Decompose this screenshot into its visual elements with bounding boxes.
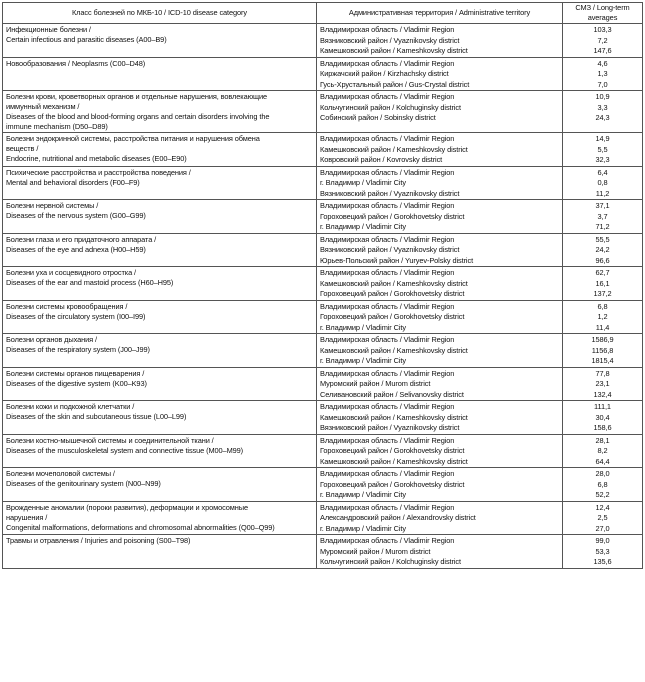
average-value-cell [563,24,643,58]
header-territory: Административная территория / Administrative territory [317,3,563,24]
category-line: Инфекционные болезни / [6,25,91,34]
category-line: Diseases of the blood and blood-forming organs and certain disorders involving the [6,112,270,121]
territory-name: Киржачский район / Kirzhachsky district [320,69,449,78]
average-value: 0,8 [597,178,608,187]
territory-name: Муромский район / Murom district [320,546,431,556]
average-value: 30,4 [595,412,610,422]
territory-name: Вязниковский район / Vyaznikovsky district [320,188,460,198]
average-value: 1586,9 [591,335,614,344]
header-averages: СМЗ / Long-term averages [563,3,643,24]
average-value: 62,7 [595,268,610,277]
territory-cell [317,300,563,334]
average-value: 5,5 [597,144,608,154]
category-line: Травмы и отравления / Injuries and poisoning (S00–T98) [6,536,191,545]
average-value: 7,0 [597,79,608,89]
table-row [3,57,643,91]
category-line: Diseases of the nervous system (G00–G99) [6,211,146,220]
average-value-cell [563,57,643,91]
average-value: 77,8 [595,368,610,378]
average-value-cell [563,300,643,334]
territory-name: Владимирская область / Vladimir Region [320,435,455,445]
territory-name: Владимирская область / Vladimir Region [320,301,455,311]
average-value-cell [563,334,643,368]
territory-cell [317,233,563,267]
category-line: Болезни уха и сосцевидного отростка / [6,268,137,277]
category-line: Новообразования / Neoplasms (C00–D48) [6,58,146,68]
category-line: Certain infectious and parasitic diseases (A00–B9) [6,35,167,44]
table-row [3,267,643,301]
category-line: Diseases of the skin and subcutaneous tissue (L00–L99) [6,412,187,421]
average-value: 64,4 [595,456,610,466]
average-value-cell [563,91,643,133]
average-value: 55,5 [595,234,610,244]
category-line: immune mechanism (D50–D89) [6,122,108,131]
category-line: Болезни крови, кроветворных органов и отдельные нарушения, вовлекающие [6,92,268,101]
territory-cell [317,434,563,468]
average-value: 71,2 [595,222,610,231]
category-line: Diseases of the genitourinary system (N00–N99) [6,479,161,488]
territory-name: Камешковский район / Kameshkovsky district [320,46,468,55]
average-value-cell [563,166,643,200]
average-value: 53,3 [595,546,610,556]
category-line: нарушения / [6,512,48,522]
disease-category-cell [3,501,317,535]
average-value-cell [563,468,643,502]
average-value: 132,4 [593,389,612,399]
disease-category-cell [3,300,317,334]
table-row [3,133,643,167]
category-line: Болезни системы кровообращения / [6,301,128,311]
territory-name: Владимирская область / Vladimir Region [320,92,455,101]
average-value: 24,3 [595,113,610,122]
table-row [3,535,643,569]
disease-category-cell [3,133,317,167]
table-row [3,166,643,200]
category-line: Болезни костно-мышечной системы и соединительной ткани / [6,435,214,445]
territory-name: Вязниковский район / Vyaznikovsky district [320,245,460,254]
average-value-cell [563,267,643,301]
category-line: Mental and behavioral disorders (F00–F9) [6,177,140,187]
territory-name: Кольчугинский район / Kolchuginsky district [320,557,461,566]
territory-name: Юрьев-Польский район / Yuryev-Polsky district [320,255,474,265]
category-line: Болезни глаза и его придаточного аппарата / [6,234,157,244]
average-value: 11,2 [595,188,610,198]
average-value-cell [563,233,643,267]
territory-cell [317,535,563,569]
territory-cell [317,91,563,133]
territory-name: г. Владимир / Vladimir City [320,356,406,365]
territory-name: Гороховецкий район / Gorokhovetsky district [320,289,465,298]
average-value: 11,4 [595,322,610,332]
territory-cell [317,166,563,200]
average-value: 1,2 [597,312,608,321]
average-value: 8,2 [597,446,608,455]
territory-name: г. Владимир / Vladimir City [320,322,406,332]
average-value: 96,6 [595,255,610,265]
table-row [3,434,643,468]
average-value-cell [563,434,643,468]
average-value-cell [563,133,643,167]
average-value: 52,2 [595,490,610,499]
territory-name: Ковровский район / Kovrovsky district [320,155,443,164]
average-value-cell [563,367,643,401]
average-value: 32,3 [595,155,610,164]
average-value-cell [563,401,643,435]
territory-name: Муромский район / Murom district [320,379,431,388]
average-value: 14,9 [595,134,610,143]
territory-name: Гороховецкий район / Gorokhovetsky district [320,211,465,221]
table-row [3,24,643,58]
disease-category-cell [3,267,317,301]
territory-name: Владимирская область / Vladimir Region [320,536,455,545]
category-line: Болезни эндокринной системы, расстройства питания и нарушения обмена [6,134,260,143]
category-line: Врожденные аномалии (пороки развития), деформации и хромосомные [6,502,248,512]
average-value: 6,8 [597,479,608,489]
table-row [3,501,643,535]
territory-name: Камешковский район / Kameshkovsky district [320,345,468,355]
territory-name: Владимирская область / Vladimir Region [320,368,455,378]
category-line: Болезни органов дыхания / [6,335,97,344]
category-line: веществ / [6,144,39,153]
disease-category-cell [3,334,317,368]
territory-cell [317,267,563,301]
territory-name: Камешковский район / Kameshkovsky district [320,278,468,288]
header-category: Класс болезней по МКБ-10 / ICD-10 disease category [3,3,317,24]
territory-name: Владимирская область / Vladimir Region [320,134,455,143]
table-row [3,91,643,133]
average-value: 1156,8 [591,345,614,355]
territory-name: г. Владимир / Vladimir City [320,178,406,187]
territory-cell [317,57,563,91]
header-row [3,3,643,24]
average-value: 137,2 [593,289,612,298]
territory-name: Вязниковский район / Vyaznikovsky district [320,35,460,45]
territory-name: г. Владимир / Vladimir City [320,523,406,533]
territory-name: г. Владимир / Vladimir City [320,490,406,499]
territory-name: Владимирская область / Vladimir Region [320,268,455,277]
table-row [3,233,643,267]
table-row [3,300,643,334]
territory-cell [317,200,563,234]
territory-cell [317,367,563,401]
table-row [3,401,643,435]
territory-name: Селивановский район / Selivanovsky district [320,389,464,399]
average-value: 16,1 [595,278,610,288]
table-row [3,367,643,401]
territory-cell [317,133,563,167]
territory-name: Владимирская область / Vladimir Region [320,25,455,34]
territory-cell [317,468,563,502]
average-value: 1,3 [597,69,608,78]
average-value: 3,7 [597,211,608,221]
disease-category-cell [3,91,317,133]
average-value-cell [563,535,643,569]
average-value: 3,3 [597,102,608,112]
territory-name: Собинский район / Sobinsky district [320,113,436,122]
average-value: 6,4 [597,167,608,177]
territory-name: Гороховецкий район / Gorokhovetsky district [320,479,465,489]
territory-name: Владимирская область / Vladimir Region [320,502,455,512]
disease-category-cell [3,24,317,58]
category-line: Diseases of the musculoskeletal system and connective tissue (M00–M99) [6,445,244,455]
average-value: 103,3 [593,25,612,34]
category-line: Diseases of the circulatory system (I00–I99) [6,311,146,321]
average-value-cell [563,200,643,234]
average-value: 147,6 [593,46,612,55]
category-line: Diseases of the ear and mastoid process (H60–H95) [6,278,174,287]
territory-name: Камешковский район / Kameshkovsky district [320,456,468,466]
disease-category-cell [3,57,317,91]
average-value: 27,0 [595,523,610,533]
territory-name: Владимирская область / Vladimir Region [320,167,455,177]
average-value: 2,5 [597,513,608,522]
average-value: 23,1 [595,379,610,388]
territory-name: Камешковский район / Kameshkovsky district [320,144,468,154]
average-value: 28,0 [595,469,610,478]
territory-name: Вязниковский район / Vyaznikovsky district [320,423,460,432]
category-line: Болезни кожи и подкожной клетчатки / [6,402,135,411]
category-line: Diseases of the digestive system (K00–K93) [6,378,147,388]
average-value: 37,1 [595,201,610,210]
category-line: иммунный механизм / [6,102,80,111]
disease-category-cell [3,535,317,569]
disease-category-cell [3,233,317,267]
territory-name: Владимирская область / Vladimir Region [320,335,455,344]
territory-name: Владимирская область / Vladimir Region [320,201,455,210]
territory-name: Кольчугинский район / Kolchuginsky district [320,102,461,112]
table-row [3,468,643,502]
average-value: 10,9 [595,92,610,101]
category-line: Congenital malformations, deformations and chromosomal abnormalities (Q00–Q99) [6,522,275,532]
average-value: 24,2 [595,245,610,254]
disease-category-cell [3,468,317,502]
disease-category-cell [3,166,317,200]
average-value: 158,6 [593,423,612,432]
territory-name: Гороховецкий район / Gorokhovetsky district [320,446,465,455]
territory-name: Камешковский район / Kameshkovsky district [320,412,468,422]
territory-name: Александровский район / Alexandrovsky district [320,513,476,522]
territory-name: г. Владимир / Vladimir City [320,222,406,231]
average-value: 4,6 [597,58,608,68]
average-value: 135,6 [593,557,612,566]
territory-name: Владимирская область / Vladimir Region [320,234,455,244]
average-value: 99,0 [595,536,610,545]
territory-name: Гусь-Хрустальный район / Gus-Crystal district [320,79,470,89]
disease-category-cell [3,367,317,401]
average-value: 111,1 [594,402,611,411]
category-line: Diseases of the eye and adnexa (H00–H59) [6,244,146,254]
average-value: 1815,4 [591,356,614,365]
territory-name: Владимирская область / Vladimir Region [320,58,455,68]
average-value: 28,1 [595,435,610,445]
disease-category-cell [3,434,317,468]
average-value: 6,8 [597,301,608,311]
category-line: Психические расстройства и расстройства поведения / [6,167,191,177]
territory-cell [317,501,563,535]
territory-cell [317,24,563,58]
average-value: 12,4 [595,502,610,512]
category-line: Endocrine, nutritional and metabolic diseases (E00–E90) [6,154,187,163]
territory-cell [317,401,563,435]
territory-name: Владимирская область / Vladimir Region [320,402,455,411]
table-body [3,24,643,569]
disease-table [2,2,643,569]
category-line: Болезни мочеполовой системы / [6,469,115,478]
table-row [3,200,643,234]
territory-name: Гороховецкий район / Gorokhovetsky district [320,312,465,321]
territory-cell [317,334,563,368]
disease-category-cell [3,401,317,435]
average-value-cell [563,501,643,535]
category-line: Болезни нервной системы / [6,201,99,210]
category-line: Diseases of the respiratory system (J00–J99) [6,345,150,354]
territory-name: Владимирская область / Vladimir Region [320,469,455,478]
average-value: 7,2 [597,35,608,45]
table-row [3,334,643,368]
disease-category-cell [3,200,317,234]
category-line: Болезни системы органов пищеварения / [6,368,145,378]
